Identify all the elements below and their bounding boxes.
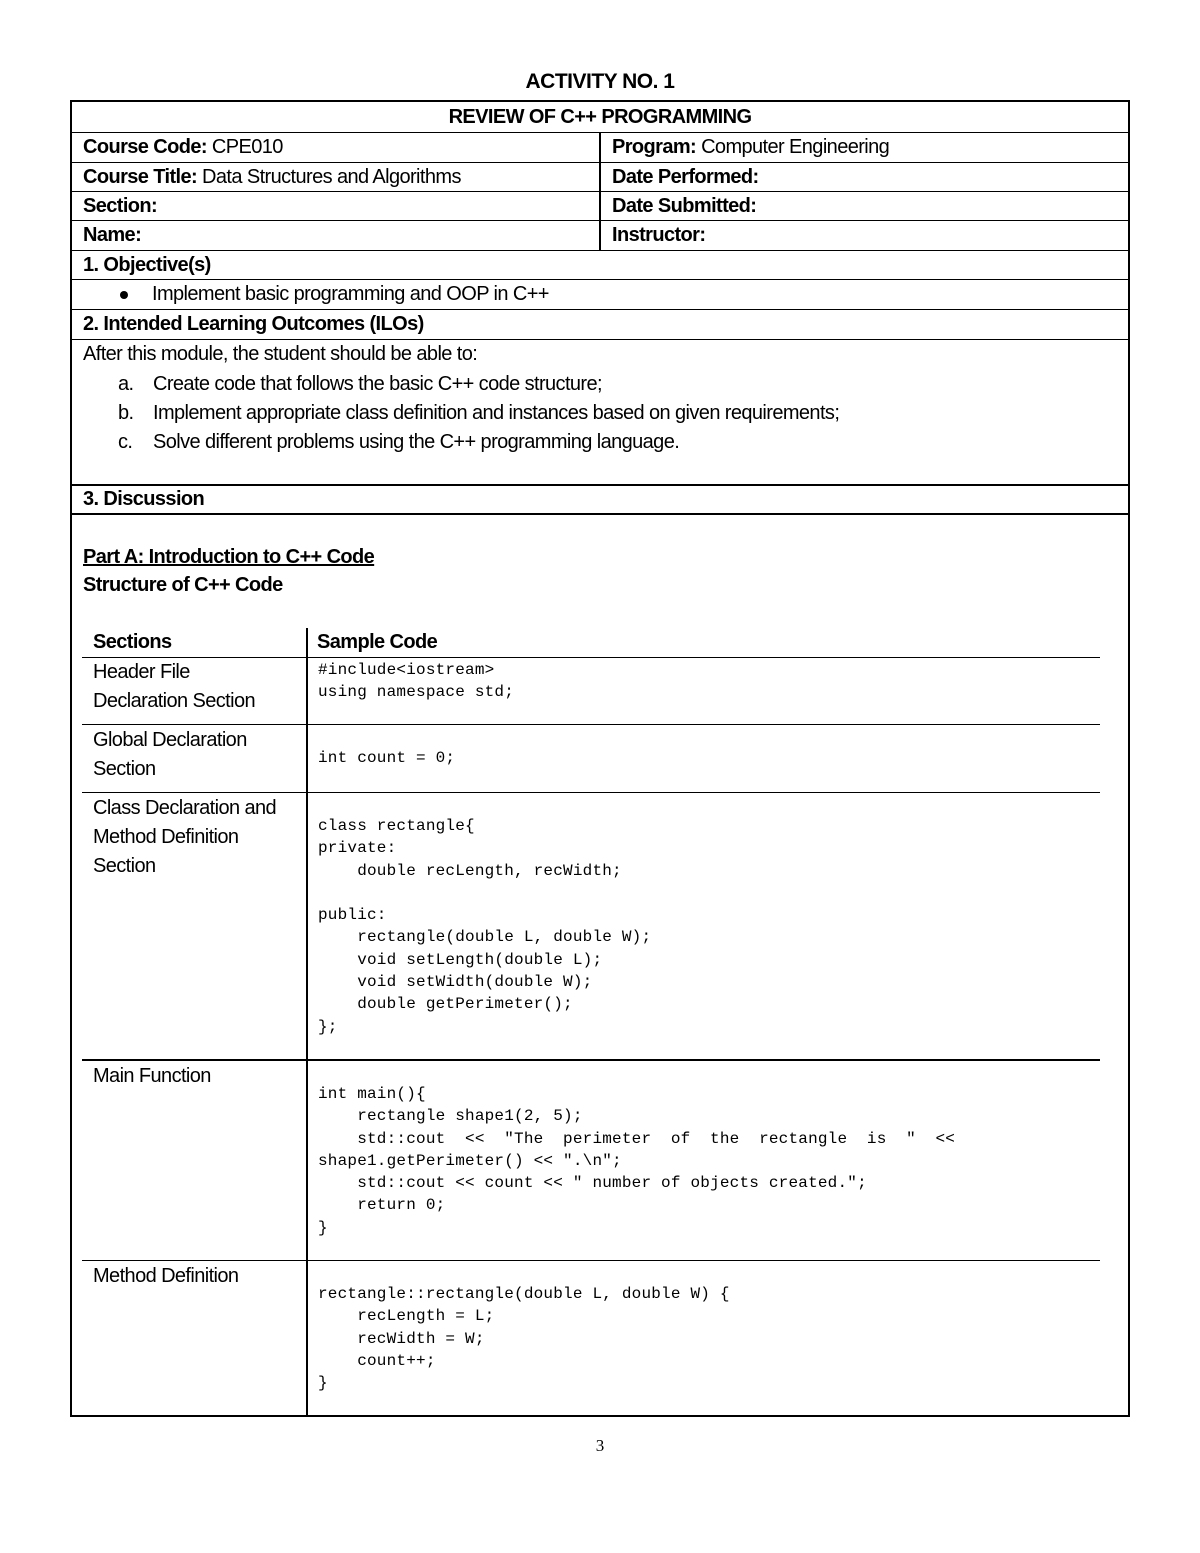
date-performed-label: Date Performed: (612, 165, 759, 188)
name-cell (72, 221, 599, 250)
part-a-title: Part A: Introduction to C++ Code (83, 546, 375, 568)
document-title: REVIEW OF C++ PROGRAMMING (448, 105, 752, 128)
table-row-divider (82, 792, 1100, 793)
program-value: Computer Engineering (701, 136, 890, 158)
activity-document (70, 100, 1130, 1417)
ilos-heading-row (72, 310, 1128, 340)
objectives-heading: 1. Objective(s) (83, 253, 211, 276)
ilo-marker-c: c. (118, 431, 133, 453)
ilos-body (72, 340, 1128, 486)
ilo-item-a: Create code that follows the basic C++ code structure; (153, 373, 602, 395)
bullet-icon (120, 291, 128, 299)
section-label: Section: (83, 194, 158, 217)
ilo-marker-b: b. (118, 402, 134, 424)
section-global-declaration: Global Declaration Section (93, 729, 247, 780)
course-code-label: Course Code: (83, 136, 207, 158)
page-number: 3 (595, 1436, 605, 1455)
objectives-heading-row (72, 251, 1128, 280)
date-submitted-cell (599, 192, 1128, 220)
instructor-cell (599, 221, 1128, 250)
course-title-cell (72, 163, 599, 191)
objective-item-row (72, 280, 1128, 310)
discussion-heading: 3. Discussion (83, 488, 205, 510)
table-row-divider (82, 724, 1100, 725)
instructor-label: Instructor: (612, 224, 706, 246)
ilo-item-c: Solve different problems using the C++ programming language. (153, 431, 680, 453)
structure-subtitle: Structure of C++ Code (83, 574, 283, 596)
date-submitted-label: Date Submitted: (612, 194, 757, 217)
table-row-divider (82, 1260, 1100, 1261)
code-main-function: int main(){ rectangle shape1(2, 5); std::cout << "The perimeter of the rectangle is " << shape1.getPerimeter() << ".\n"; std::cout << count << " number of objects created."; return 0; } (318, 1085, 956, 1237)
info-row-section (72, 192, 1128, 221)
section-cell (72, 192, 599, 220)
code-global-declaration: int count = 0; (318, 749, 456, 767)
course-code-cell (72, 133, 599, 162)
course-title-value: Data Structures and Algorithms (202, 165, 461, 188)
course-title-label: Course Title: (83, 165, 198, 188)
section-method-definition: Method Definition (93, 1265, 239, 1287)
discussion-heading-row (72, 486, 1128, 515)
code-header-file: #include<iostream> using namespace std; (318, 661, 515, 702)
section-header-file: Header File Declaration Section (93, 661, 256, 712)
program-label: Program: (612, 136, 697, 158)
title-row (72, 102, 1128, 133)
info-row-name (72, 221, 1128, 251)
code-class-declaration: class rectangle{ private: double recLength, recWidth; public: rectangle(double L, double W); void setLength(double L); void setWidth(double W); double getPerimeter(); }; (318, 817, 652, 1036)
ilos-heading: 2. Intended Learning Outcomes (ILOs) (83, 313, 424, 335)
ilos-intro: After this module, the student should be able to: (83, 343, 478, 365)
table-column-divider (306, 628, 308, 1415)
ilo-marker-a: a. (118, 373, 134, 395)
info-row-course-title (72, 163, 1128, 192)
name-label: Name: (83, 224, 142, 246)
sections-column-header: Sections (93, 631, 172, 653)
code-method-definition: rectangle::rectangle(double L, double W) { recLength = L; recWidth = W; count++; } (318, 1285, 730, 1393)
course-code-value: CPE010 (211, 136, 283, 158)
info-row-course-code (72, 133, 1128, 163)
activity-number: ACTIVITY NO. 1 (525, 70, 675, 93)
section-main-function: Main Function (93, 1065, 211, 1087)
sample-code-column-header: Sample Code (317, 631, 438, 653)
date-performed-cell (599, 163, 1128, 191)
section-class-declaration: Class Declaration and Method Definition Section (93, 797, 277, 877)
table-row-divider (82, 1059, 1100, 1061)
objective-item: Implement basic programming and OOP in C++ (152, 283, 549, 305)
ilo-item-b: Implement appropriate class definition and instances based on given requirements; (153, 402, 840, 424)
program-cell (599, 133, 1128, 162)
